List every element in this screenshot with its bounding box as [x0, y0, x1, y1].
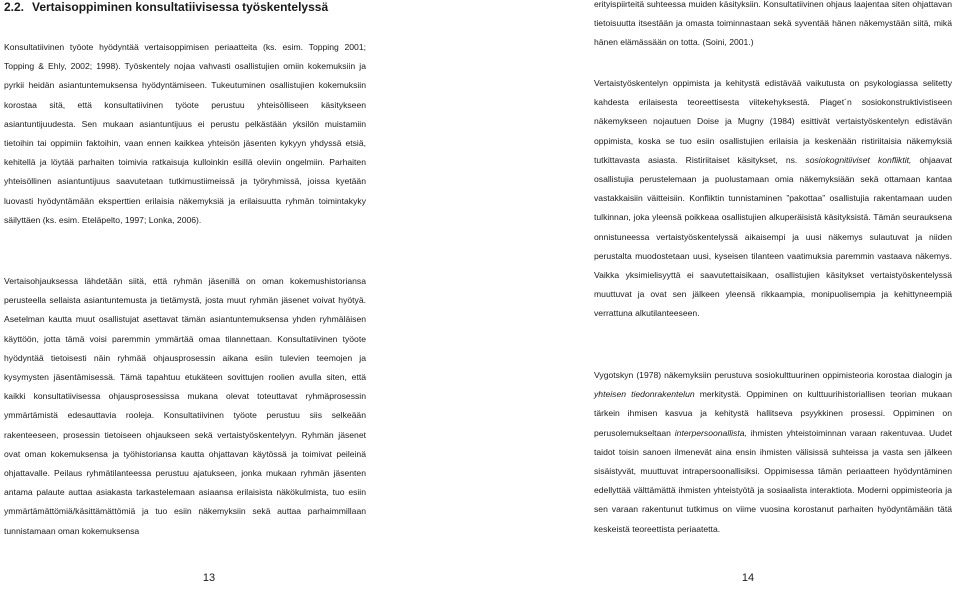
right-paragraph-3-part-b: merkitystä. Oppiminen on kulttuurihistoriallisen teorian mukaan tärkein ihmisen kasvua ja kehitystä hallitseva psyykkinen prosessi. Oppiminen on perusolemukseltaan — [594, 389, 952, 438]
right-paragraph-3-italic-1: yhteisen tiedonrakentelun — [594, 389, 695, 400]
right-paragraph-3-italic-2: interpersoonallista, — [674, 427, 747, 438]
section-title: Vertaisoppiminen konsultatiivisessa työskentelyssä — [32, 0, 329, 14]
left-paragraph-2: Vertaisohjauksessa lähdetään siitä, että ryhmän jäsenillä on oman kokemushistoriansa perusteella sellaista asiantuntemusta ja tietämystä, josta muut ryhmän jäsenet voivat hyötyä. Asetelman kautta muut osallistujat asettavat tämän asiantuntemuksensa yhden ryhmäläisen käyttöön, jotta tämä voisi paremmin ymmärtää omaa tilannettaan. Konsultatiivinen työote hyödyntää tietoisesti näin ryhmää ohjausprosessin aikana esiin tulevien teemojen ja kysymysten jäsentämisessä. Tämä tapahtuu etukäteen sovittujen roolien avulla siten, että kaikki konsultatiivisessa ohjausprosessissa mukana olevat toteuttavat ryhmäprosessin ymmärtämistä edesauttavia rooleja. Konsultatiivinen työote perustuu siis selkeään rakenteeseen, prosessin tietoiseen ohjaukseen sekä vertaistyöskentelyyn. Ryhmän jäsenet ovat oman kokemuksensa ja työhistoriansa kautta ohjattavan käytössä ja toimivat peileinä ohjattavalle. Peilaus ryhmätilanteessa perustuu ajatukseen, jonka mukaan ryhmän jäsenten antama palaute auttaa asiakasta tarkastelemaan asiaansa erilaisista näkökulmista, tuo esiin ymmärtämättömiä/käsittämättömiä ja tuo esiin näkemyksiin sekä auttaa parhaimmillaan tunnistamaan oman kokemuksensa — [4, 276, 366, 536]
left-paragraph-1: Konsultatiivinen työote hyödyntää vertaisoppimisen periaatteita (ks. esim. Topping 2001; Topping & Ehly, 2002; 1998). Työskentely nojaa vahvasti osallistujien omiin kokemuksiin ja pyrkii heidän asiantuntemuksensa hyödyntämiseen. Tukeutuminen osallistujien kokemuksiin korostaa sitä, että konsultatiivinen työote perustuu yhteisölliseen käsitykseen asiantuntijuudesta. Sen mukaan asiantuntijuus ei perustu pelkästään yksilön muistamiin tietoihin tai oppimiin faktoihin, vaan ennen kaikkea yhteisön jäsenten kykyyn yhdyssä etsiä, kehitellä ja löytää parhaiten toimivia ratkaisuja kulloinkin esillä oleviin ongelmiin. Parhaiten yhteisöllinen asiantuntijuus saavutetaan tutkimustiimeissä ja työryhmissä, joissa kyetään luovasti hyödyntämään eksperttien erilaisia näkemyksiä ja erilaisuutta ryhmän toimintakyky säilyttäen (ks. esim. Eteläpelto, 1997; Lonka, 2006). — [4, 42, 366, 225]
right-paragraph-3-part-c: ihmisten yhteistoiminnan varaan rakentuvaa. Uudet taidot toisin sanoen ilmenevät aina ensin ihmisten välisissä suhteissa ja vasta sen jälkeen sisäistyvät, muuttuvat intrapersoonallisiksi. Oppimisessa tämän periaatteen hyödyntäminen edellyttää välttämättä ihmisten yhteistyötä ja sosiaalista interaktiota. Moderni oppimisteoria ja sen varaan rakentunut tutkimus on viime vuosina korostanut parhaiten hyödyntämään tätä keskeistä teoreettista periaatetta. — [594, 427, 952, 534]
right-paragraph-2-italic: sosiokognitiiviset konfliktit, — [805, 154, 912, 165]
right-paragraph-2 — [594, 74, 952, 324]
right-paragraph-3 — [594, 366, 952, 539]
page-number-left: 13 — [202, 572, 216, 584]
section-heading — [4, 0, 328, 14]
right-paragraph-2-part-a: Vertaistyöskentelyn oppimista ja kehitystä edistävää vaikutusta on psykologiassa selitetty kahdesta erilaisesta teoreettisesta viitekehyksestä. Piaget´n sosiokonstruktivistiseen näkemykseen nojautuen Doise ja Mugny (1984) esittivät vertaistyöskentelyn edistävän oppimista, koska se tuo esiin osallistujien erilaisia ja keskenään ristiriitaisia näkemyksiä tutkittavasta asiasta. Ristiriitaiset käsitykset, ns. — [594, 78, 952, 165]
section-number: 2.2. — [4, 0, 25, 14]
right-paragraph-3-part-a: Vygotskyn (1978) näkemyksiin perustuva sosiokulttuurinen oppimisteoria korostaa dialogin ja — [594, 370, 952, 380]
page-number-right: 14 — [741, 572, 755, 584]
right-paragraph-2-part-b: ohjaavat osallistujia perustelemaan ja puolustamaan omia näkemyksiään sekä ottamaan kantaa vastakkaisiin väitteisiin. Konfliktin tunnistaminen ”pakottaa” osallistujia rakentamaan uuden tulkinnan, joka yleensä poikkeaa osallistujien alkuperäisistä käsityksistä. Tämän seurauksena onnistuneessa vertaistyöskentelyssä aikaisempi ja uusi näkemys sulautuvat ja niiden perustalta muodostetaan uusi, kyseisen tilanteen vaatimuksia paremmin vastaava näkemys. Vaikka yksimielisyyttä ei saavutettaisikaan, osallistujien käsitykset vertaistyöskentelyssä muuttuvat ja ovat sen jälkeen yleensä rikkaampia, monipuolisempia ja kehittyneempiä verrattuna alkutilanteeseen. — [594, 154, 952, 319]
right-paragraph-1: erityispiirteitä suhteessa muiden käsityksiin. Konsultatiivinen ohjaus laajentaa siten ohjattavan tietoisuutta itsestään ja omasta toiminnastaan sekä syventää hänen näkemystään siitä, mikä hänen elämässään on totta. (Soini, 2001.) — [594, 0, 952, 48]
